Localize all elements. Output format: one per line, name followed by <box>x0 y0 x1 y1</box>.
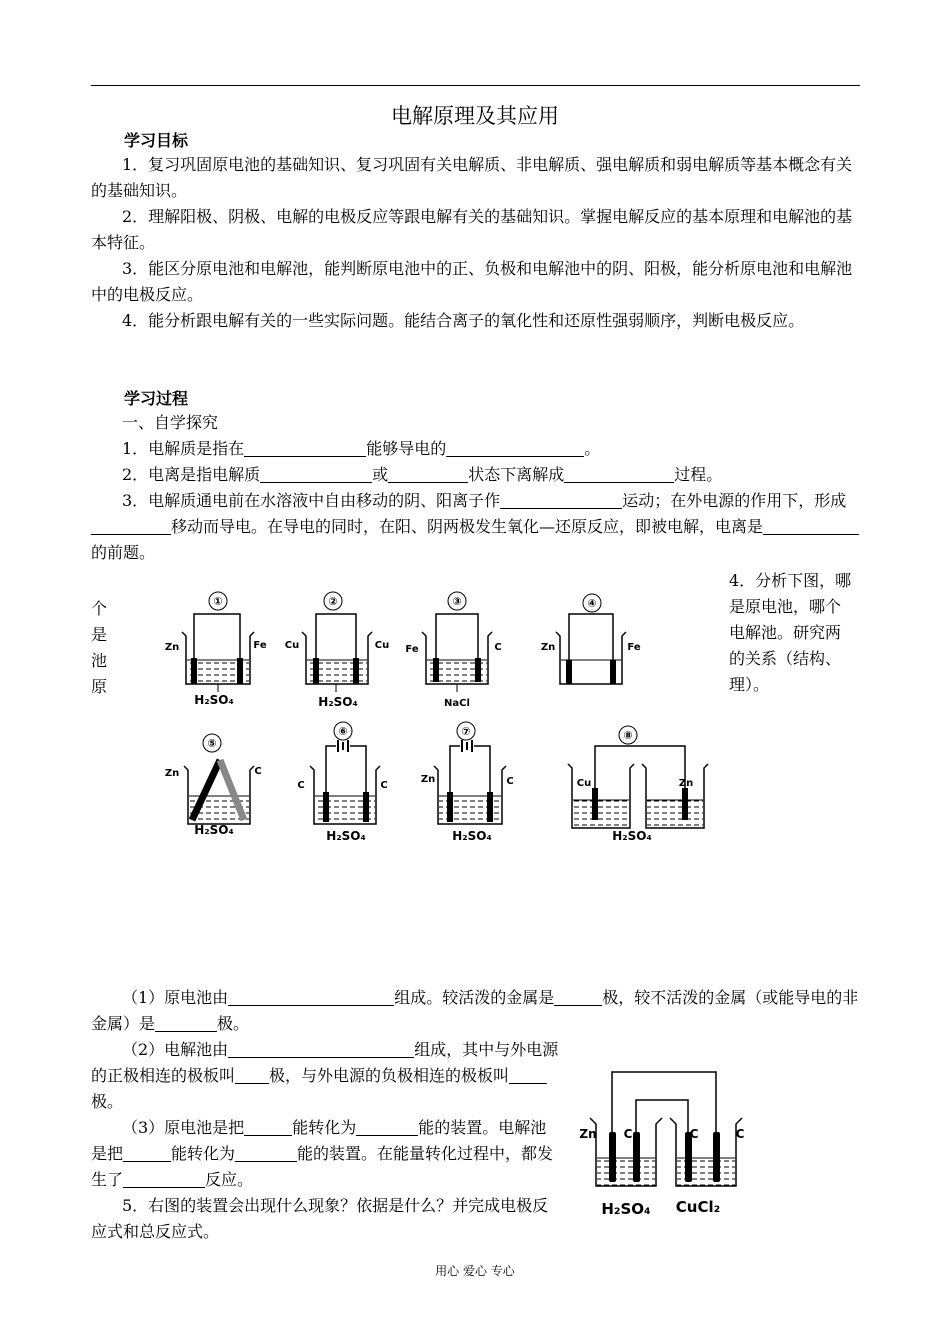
svg-text:Zn: Zn <box>420 774 436 785</box>
svg-text:H₂SO₄: H₂SO₄ <box>601 1200 651 1218</box>
goal-2: 2．理解阳极、阴极、电解的电极反应等跟电解有关的基础知识。掌握电解反应的基本原理和电解池的基本特征。 <box>91 207 853 252</box>
svg-text:C: C <box>297 780 305 791</box>
page-title: 电解原理及其应用 <box>391 104 559 128</box>
svg-text:H₂SO₄: H₂SO₄ <box>318 695 358 709</box>
figure-1 <box>165 592 267 707</box>
figure-7 <box>421 722 514 843</box>
svg-text:C: C <box>623 1127 633 1141</box>
svg-text:Cu: Cu <box>576 778 592 789</box>
svg-text:C: C <box>380 780 388 791</box>
svg-text:Fe: Fe <box>405 644 419 655</box>
process-heading: 学习过程 <box>124 389 189 408</box>
goals-heading: 学习目标 <box>124 131 189 150</box>
page-footer: 用心 爱心 专心 <box>435 1264 515 1278</box>
svg-text:H₂SO₄: H₂SO₄ <box>452 829 492 843</box>
question-2: 2．电离是指电解质 或 状态下离解成 过程。 <box>122 465 723 484</box>
svg-text:⑤: ⑤ <box>207 737 217 750</box>
svg-text:Zn: Zn <box>164 642 180 653</box>
svg-text:NaCl: NaCl <box>444 698 470 709</box>
svg-text:⑦: ⑦ <box>461 725 471 738</box>
figure-2 <box>285 592 389 709</box>
svg-text:Zn: Zn <box>579 1127 597 1141</box>
svg-text:CuCl₂: CuCl₂ <box>675 1198 721 1216</box>
question-5: 5．右图的装置会出现什么现象？依据是什么？并完成电极反应式和总反应式。 <box>91 1196 549 1241</box>
goal-1: 1．复习巩固原电池的基础知识、复习巩固有关电解质、非电解质、强电解质和弱电解质等基本概念有关的基础知识。 <box>91 155 853 200</box>
goal-3: 3．能区分原电池和电解池，能判断原电池中的正、负极和电解池中的阴、阳极，能分析原电池和电解池中的电极反应。 <box>91 259 853 304</box>
svg-text:Zn: Zn <box>540 642 556 653</box>
svg-text:C: C <box>506 776 514 787</box>
svg-text:④: ④ <box>587 597 597 610</box>
svg-text:①: ① <box>213 595 223 608</box>
svg-text:H₂SO₄: H₂SO₄ <box>194 693 234 707</box>
figure-5 <box>165 734 262 837</box>
svg-text:H₂SO₄: H₂SO₄ <box>194 823 234 837</box>
svg-text:C: C <box>494 642 502 653</box>
svg-text:Zn: Zn <box>678 778 694 789</box>
question-4-text: 4．分析下图，哪 是原电池，哪个 电解池。研究两 的关系（结构、 理）。 <box>729 571 852 694</box>
figure-9 <box>572 1062 752 1222</box>
top-rule <box>91 85 860 86</box>
svg-text:C: C <box>689 1127 699 1141</box>
sub-question-3: （3）原电池是把 能转化为 能的装置。电解池是把 能转化为 能的装置。在能量转化过程中，都发生了 反应。 <box>91 1118 554 1189</box>
svg-text:H₂SO₄: H₂SO₄ <box>612 829 652 843</box>
sub-question-2: （2）电解池由 组成，其中与外电源的正极相连的极板叫 极，与外电源的负极相连的极板叫极。 <box>91 1040 559 1111</box>
svg-text:Cu: Cu <box>374 640 390 651</box>
svg-text:Zn: Zn <box>164 768 180 779</box>
svg-text:⑥: ⑥ <box>338 725 348 738</box>
question-1: 1．电解质是指在 能够导电的 。 <box>122 439 601 458</box>
figure-6 <box>297 722 387 843</box>
question-3: 3．电解质通电前在水溶液中自由移动的阴、阳离子作 运动；在外电源的作用下，形成移动而导电。在导电的同时，在阳、阴两极发生氧化—还原反应，即被电解，电离是的前题。 <box>91 488 859 566</box>
svg-text:Fe: Fe <box>627 642 641 653</box>
goal-4: 4．能分析跟电解有关的一些实际问题。能结合离子的氧化性和还原性强弱顺序，判断电极反应。 <box>122 311 805 330</box>
self-study-heading: 一、自学探究 <box>122 413 219 432</box>
figure-4 <box>541 594 641 684</box>
sub-question-1: （1）原电池由 组成。较活泼的金属是 极，较不活泼的金属（或能导电的非金属）是 极。 <box>91 988 859 1033</box>
svg-text:Fe: Fe <box>253 640 267 651</box>
svg-text:②: ② <box>328 595 338 608</box>
figure-8 <box>568 726 708 843</box>
svg-text:Cu: Cu <box>284 640 300 651</box>
svg-text:③: ③ <box>452 595 462 608</box>
svg-text:C: C <box>254 766 262 777</box>
svg-text:⑧: ⑧ <box>623 729 633 742</box>
figure-3 <box>405 592 501 709</box>
svg-text:C: C <box>735 1127 745 1141</box>
cell-diagrams <box>150 588 720 858</box>
question-4-left-chars: 个 是 池 原 <box>91 599 108 696</box>
svg-text:H₂SO₄: H₂SO₄ <box>326 829 366 843</box>
